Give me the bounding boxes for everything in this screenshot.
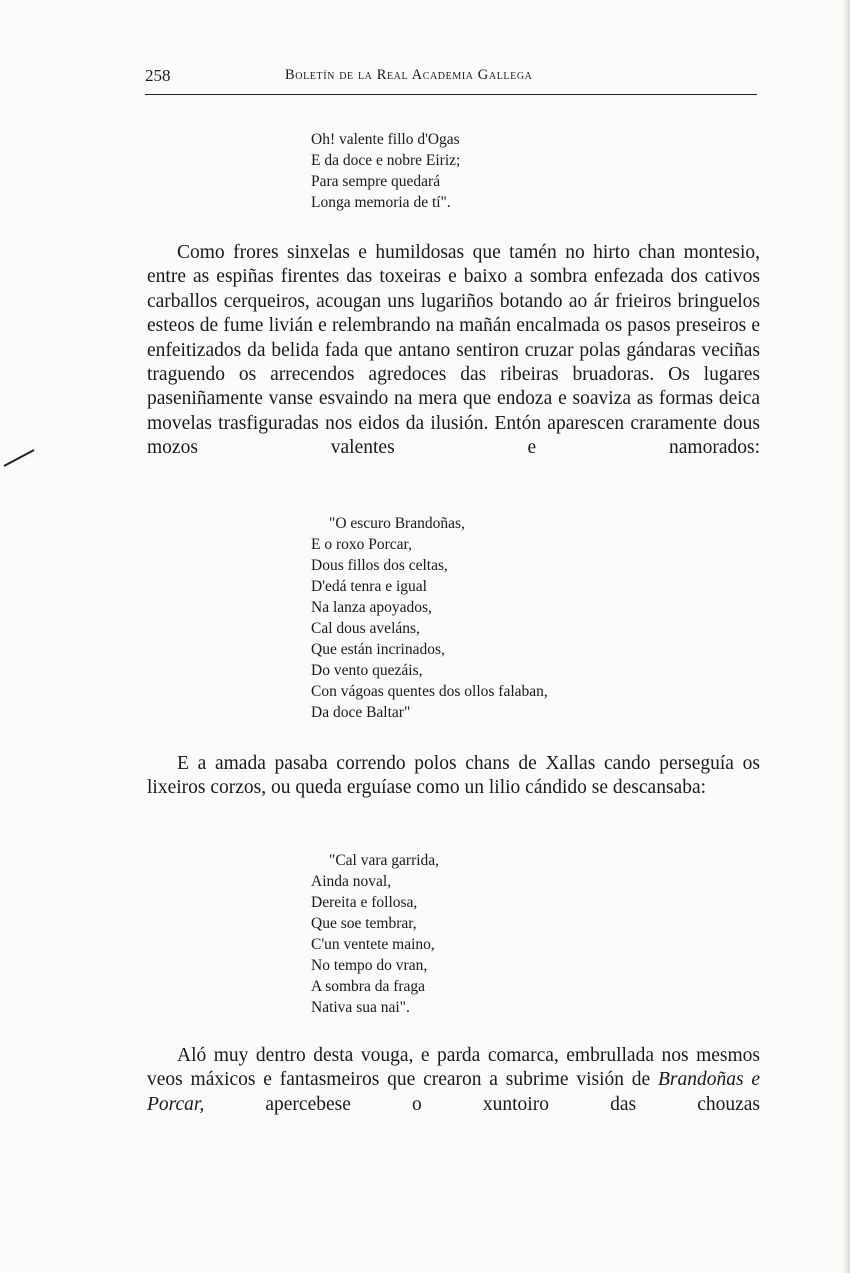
verse-line: A sombra da fraga — [311, 978, 426, 995]
margin-pencil-mark — [4, 449, 35, 467]
verse-line: Da doce Baltar" — [311, 704, 411, 721]
verse-line: E o roxo Porcar, — [311, 536, 412, 553]
page-header — [145, 64, 757, 95]
verse-line: "O escuro Brandoñas, — [329, 515, 465, 532]
page-number: 258 — [145, 66, 171, 85]
paragraph-3-text: Aló muy dentro desta vouga, e parda comarca, embrullada nos mesmos veos máxicos e fantasmeiros que crearon a subrime visión de — [147, 1045, 760, 1091]
paragraph-3 — [147, 1044, 760, 1117]
verse-line: Cal dous aveláns, — [311, 620, 420, 637]
paragraph-3-text-end: apercebese o xuntoiro das chouzas — [204, 1093, 760, 1115]
running-title: Boletín de la Real Academia Gallega — [285, 67, 533, 83]
verse-line: Con vágoas quentes dos ollos falaban, — [311, 683, 548, 700]
verse-line: No tempo do vran, — [311, 957, 428, 974]
verse-line: Nativa sua nai". — [311, 999, 410, 1016]
verse-line: Dereita e follosa, — [311, 894, 418, 911]
verse-line: Dous fillos dos celtas, — [311, 557, 448, 574]
verse-line: Longa memoria de tí". — [311, 194, 451, 211]
verse-line: D'edá tenra e igual — [311, 578, 427, 595]
paragraph-3-italic: Brandoñas e Porcar, — [147, 1069, 760, 1115]
verse-line: E da doce e nobre Eiriz; — [311, 152, 461, 169]
verse-line: Ainda noval, — [311, 873, 392, 890]
poem-stanza-2 — [311, 513, 548, 723]
verse-line: Que soe tembrar, — [311, 915, 417, 932]
page-edge-shadow — [842, 0, 850, 1273]
paragraph-2: E a amada pasaba correndo polos chans de Xallas cando perseguía os lixeiros corzos, ou queda erguíase como un lilio cándido se descansaba: — [147, 753, 760, 799]
verse-line: Na lanza apoyados, — [311, 599, 432, 616]
paragraph-1: Como frores sinxelas e humildosas que tamén no hirto chan montesio, entre as espiñas firentes das toxeiras e baixo a sombra enfezada dos cativos carballos cerqueiros, acougan uns lugariños botando ao ár frieiros bringuelos esteos de fume livián e relembrando na mañán encalmada os pasos preseiros e enfeitizados da belida fada que antano sentiron cruzar polas gándaras veciñas traguendo os arrecendos agredoces das ribeiras bruadoras. Os lugares paseniñamente vanse esvaindo na mera que endoza e soaviza as formas deica movelas trasfiguradas nos eidos da ilusión. Entón aparescen craramente dous mozos valentes e namorados: — [147, 242, 760, 459]
verse-line: C'un ventete maino, — [311, 936, 435, 953]
verse-line: Do vento quezáis, — [311, 662, 423, 679]
verse-line: "Cal vara garrida, — [329, 852, 440, 869]
verse-line: Que están incrinados, — [311, 641, 445, 658]
verse-line: Para sempre quedará — [311, 173, 441, 190]
verse-line: Oh! valente fillo d'Ogas — [311, 131, 460, 148]
poem-stanza-1 — [311, 129, 460, 213]
poem-stanza-3 — [311, 850, 439, 1018]
